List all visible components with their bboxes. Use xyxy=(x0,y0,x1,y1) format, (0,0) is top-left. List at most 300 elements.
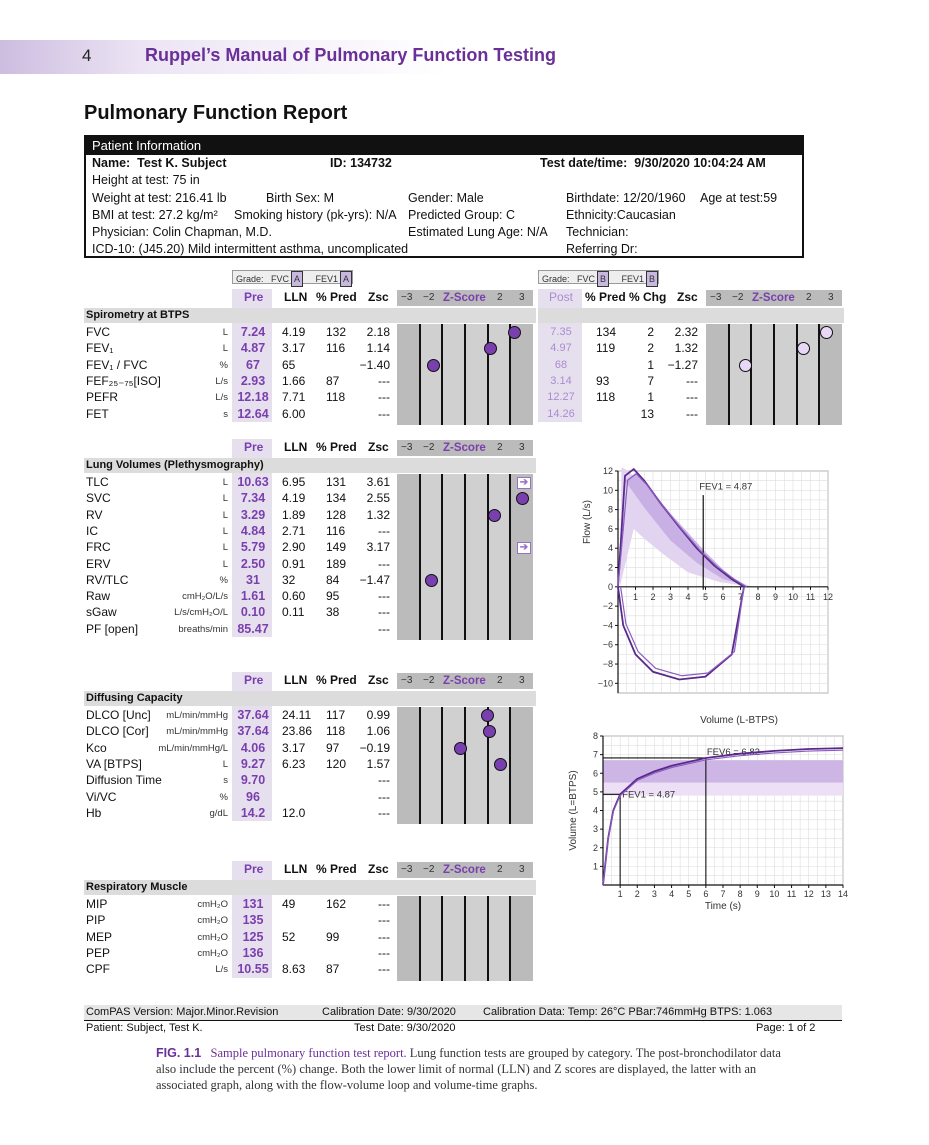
row-name: PIP xyxy=(86,913,106,928)
y-tick-label: −8 xyxy=(602,659,613,670)
row-name: CPF xyxy=(86,962,110,977)
y-tick-label: 12 xyxy=(602,466,613,476)
y-tick-label: 3 xyxy=(592,824,598,835)
zscore-header-zm2: −2 xyxy=(732,292,744,303)
row-pred: 117 xyxy=(326,708,346,722)
post-zscore-graph xyxy=(706,324,842,425)
height: Height at test: 75 in xyxy=(92,173,200,187)
row-pre-value: 125 xyxy=(242,929,264,944)
row-pre-value: 4.84 xyxy=(240,523,266,538)
volume-time-chart xyxy=(565,730,850,915)
post-z-gridline xyxy=(773,324,775,425)
row-pre-value: 12.64 xyxy=(237,406,269,421)
row-zsc: --- xyxy=(378,556,390,571)
row-lln: 3.17 xyxy=(282,740,306,755)
muscle-col-pre: Pre xyxy=(244,862,264,876)
row-post-zsc: --- xyxy=(686,373,698,388)
x-axis-label: Time (s) xyxy=(704,901,742,912)
x-tick-label: 4 xyxy=(685,591,691,602)
row-zsc: --- xyxy=(378,390,390,405)
x-tick-label: 14 xyxy=(837,889,849,899)
lung_volumes-section-title: Lung Volumes (Plethysmography) xyxy=(84,458,536,473)
zscore-header-zscore: Z-Score xyxy=(443,292,486,304)
row-name: FET xyxy=(86,406,109,421)
pre-zscore-dot xyxy=(425,574,438,587)
row-name: TLC xyxy=(86,475,109,489)
grade-fev1-value: B xyxy=(646,271,658,287)
row-zsc: --- xyxy=(378,945,390,960)
row-pre-value: 10.63 xyxy=(237,475,269,489)
row-lln: 24.11 xyxy=(282,708,312,722)
row-zsc: --- xyxy=(378,523,390,538)
row-chg: 1 xyxy=(647,390,654,405)
x-tick-label: 7 xyxy=(720,889,726,899)
pre-grade-box xyxy=(232,270,353,284)
row-zsc: 3.17 xyxy=(366,540,390,555)
row-lln: 65 xyxy=(282,357,296,372)
row-name: FVC xyxy=(86,325,110,339)
row-pre-value: 37.64 xyxy=(237,708,269,722)
x-tick-label: 6 xyxy=(720,591,726,602)
diffusing-section-title: Diffusing Capacity xyxy=(84,691,536,706)
zscore-header-z3: 3 xyxy=(828,292,834,303)
x-tick-label: 13 xyxy=(820,889,831,899)
row-zsc: --- xyxy=(378,962,390,977)
row-name: RV/TLC xyxy=(86,572,129,587)
diffusing-col-zsc: Zsc xyxy=(368,673,389,687)
row-zsc: --- xyxy=(378,406,390,421)
row-post-value: 68 xyxy=(554,358,568,371)
row-zsc: −1.47 xyxy=(359,572,390,587)
pre-zscore-dot-overflow-arrow: ➔ xyxy=(517,542,531,554)
grade-fvc-value: A xyxy=(291,271,303,287)
row-lln: 0.60 xyxy=(282,589,306,604)
row-lln: 1.66 xyxy=(282,373,306,388)
zscore-header-zm3: −3 xyxy=(710,292,722,303)
row-name: FRC xyxy=(86,540,111,555)
report-title: Pulmonary Function Report xyxy=(84,102,348,124)
row-pred: 99 xyxy=(326,929,340,944)
col-post-zsc: Zsc xyxy=(677,290,698,304)
x-axis-label: Volume (L-BTPS) xyxy=(700,715,778,725)
lung_volumes-z-gridline xyxy=(441,474,443,640)
row-name: Vi/VC xyxy=(86,789,117,804)
test-datetime: Test date/time: 9/30/2020 10:04:24 AM xyxy=(540,156,766,170)
row-unit: mL/min/mmHg/L xyxy=(158,742,228,754)
x-tick-label: 5 xyxy=(702,591,709,602)
zscore-header-z3: 3 xyxy=(519,675,525,686)
row-pre-value: 4.06 xyxy=(240,740,266,755)
zscore-header-zm3: −3 xyxy=(401,292,413,303)
row-pre-value: 37.64 xyxy=(237,724,269,739)
zscore-header-zm3: −3 xyxy=(401,442,413,453)
row-pred: 189 xyxy=(326,556,347,571)
row-lln: 4.19 xyxy=(282,491,306,506)
row-unit: mL/min/mmHg xyxy=(166,710,228,721)
row-chg: 2 xyxy=(647,325,654,339)
age: Age at test:59 xyxy=(700,191,778,205)
row-name: DLCO [Unc] xyxy=(86,708,151,722)
pre-zscore-dot xyxy=(494,758,507,771)
row-pre-value: 3.29 xyxy=(240,507,266,522)
row-unit: mL/min/mmHg xyxy=(166,726,228,738)
y-tick-label: −10 xyxy=(597,678,613,689)
muscle-col-lln: LLN xyxy=(284,862,308,876)
x-tick-label: 3 xyxy=(667,591,674,602)
row-pre-value: 12.18 xyxy=(237,390,269,405)
row-lln: 6.95 xyxy=(282,475,306,489)
fev6-annotation: FEV6 = 6.82 xyxy=(706,746,760,758)
row-unit: % xyxy=(219,359,228,371)
diffusing-col-pre: Pre xyxy=(244,673,264,687)
row-pre-value: 85.47 xyxy=(237,621,269,636)
row-zsc: --- xyxy=(378,373,390,388)
footer-test-date: Test Date: 9/30/2020 xyxy=(354,1022,456,1034)
y-tick-label: 5 xyxy=(592,786,598,797)
post-grade-box xyxy=(538,270,659,284)
x-tick-label: 8 xyxy=(755,591,761,602)
predicted-group: Predicted Group: C xyxy=(408,208,515,222)
row-unit: cmH₂O xyxy=(197,899,228,910)
x-tick-label: 8 xyxy=(737,889,743,899)
row-pred: 134 xyxy=(326,491,347,506)
diffusing-col-lln: LLN xyxy=(284,673,308,687)
grade-fev1-value: A xyxy=(340,271,352,287)
row-pred: 120 xyxy=(326,756,347,771)
row-post-pred: 118 xyxy=(596,390,616,405)
row-pre-value: 2.50 xyxy=(240,556,266,571)
row-pred: 118 xyxy=(326,724,346,739)
row-pred: 84 xyxy=(326,572,340,587)
zscore-header-z2: 2 xyxy=(497,864,503,875)
y-tick-label: −2 xyxy=(602,601,613,612)
fev1-annotation: FEV1 = 4.87 xyxy=(699,481,753,493)
row-pre-value: 96 xyxy=(246,789,260,804)
lung_volumes-z-gridline xyxy=(419,474,421,640)
post-z-gridline xyxy=(750,324,752,425)
row-zsc: 1.57 xyxy=(366,756,390,771)
row-zsc: 1.32 xyxy=(366,507,390,522)
row-name: MIP xyxy=(86,897,108,911)
compas-version: ComPAS Version: Major.Minor.Revision xyxy=(86,1006,279,1018)
post-zscore-header xyxy=(706,290,842,306)
row-zsc: −0.19 xyxy=(359,740,390,755)
spirometry-z-gridline xyxy=(464,324,466,425)
lung_volumes-col-pred: % Pred xyxy=(316,440,357,454)
grade-fev1-label: FEV1 xyxy=(315,274,339,284)
x-tick-label: 1 xyxy=(632,591,639,602)
row-pre-value: 2.93 xyxy=(240,373,266,388)
row-pre-value: 14.2 xyxy=(240,805,266,820)
ethnicity: Ethnicity:Caucasian xyxy=(566,208,676,222)
row-unit: L xyxy=(222,343,228,355)
zscore-header-zm2: −2 xyxy=(423,675,435,686)
zscore-header-zm2: −2 xyxy=(423,292,435,303)
post-z-gridline xyxy=(818,324,820,425)
row-lln: 4.19 xyxy=(282,325,306,339)
col-post: Post xyxy=(549,290,574,304)
y-tick-label: −4 xyxy=(602,620,613,631)
row-pred: 116 xyxy=(326,341,346,356)
grade-fvc-label: FVC xyxy=(577,274,596,284)
lung_volumes-col-lln: LLN xyxy=(284,440,308,454)
row-name: IC xyxy=(86,523,98,538)
row-pre-value: 7.24 xyxy=(240,325,266,339)
row-zsc: --- xyxy=(378,805,390,820)
row-post-pred: 93 xyxy=(596,373,610,388)
technician: Technician: xyxy=(566,225,629,239)
lung_volumes-z-gridline xyxy=(509,474,511,640)
y-tick-label: 6 xyxy=(592,768,598,779)
row-name: FEV₁ / FVC xyxy=(86,357,148,372)
row-post-zsc: −1.27 xyxy=(667,357,698,372)
y-tick-label: 1 xyxy=(592,861,598,872)
post-section-bar xyxy=(538,308,844,323)
row-pre-value: 136 xyxy=(242,945,264,960)
page-number: 4 xyxy=(82,46,92,65)
x-tick-label: 2 xyxy=(634,889,640,899)
row-name: DLCO [Cor] xyxy=(86,724,149,739)
row-name: FEF₂₅₋₇₅[ISO] xyxy=(86,373,161,388)
zscore-header-z3: 3 xyxy=(519,292,525,303)
spirometry-z-gridline xyxy=(441,324,443,425)
row-pred: 97 xyxy=(326,740,340,755)
post-zscore-dot xyxy=(820,326,833,339)
zscore-header-zscore: Z-Score xyxy=(443,442,486,454)
row-zsc: --- xyxy=(378,773,390,788)
row-lln: 12.0 xyxy=(282,805,306,820)
grade-label: Grade: xyxy=(236,274,264,284)
lung_volumes-col-pre: Pre xyxy=(244,440,264,454)
row-pre-value: 4.87 xyxy=(240,341,266,356)
diffusing-zscore-graph xyxy=(397,707,533,824)
row-lln: 7.71 xyxy=(282,390,306,405)
diffusing-z-gridline xyxy=(419,707,421,824)
grade-fvc-value: B xyxy=(597,271,609,287)
gender: Gender: Male xyxy=(408,191,484,205)
row-zsc: 0.99 xyxy=(366,708,390,722)
zscore-header-z3: 3 xyxy=(519,442,525,453)
lung_volumes-zscore-graph xyxy=(397,474,533,640)
x-tick-label: 12 xyxy=(822,591,834,602)
row-pred: 118 xyxy=(326,390,346,405)
referring: Referring Dr: xyxy=(566,242,638,256)
x-tick-label: 10 xyxy=(787,591,799,602)
row-unit: cmH₂O xyxy=(197,947,228,959)
y-tick-label: −6 xyxy=(602,639,613,650)
x-tick-label: 10 xyxy=(769,889,780,899)
row-pre-value: 10.55 xyxy=(237,962,269,977)
row-lln: 6.00 xyxy=(282,406,306,421)
row-unit: L/s/cmH₂O/L xyxy=(174,607,228,619)
row-unit: cmH₂O xyxy=(197,931,228,943)
lung_volumes-z-gridline xyxy=(487,474,489,640)
muscle-col-zsc: Zsc xyxy=(368,862,389,876)
lung-age: Estimated Lung Age: N/A xyxy=(408,225,548,239)
zscore-header-z2: 2 xyxy=(806,292,812,303)
row-name: PF [open] xyxy=(86,621,139,636)
row-unit: L/s xyxy=(215,392,228,404)
row-unit: s xyxy=(223,775,228,787)
zscore-header-zm2: −2 xyxy=(423,442,435,453)
zscore-header-zscore: Z-Score xyxy=(443,675,486,687)
x-tick-label: 7 xyxy=(737,591,744,602)
grade-fvc-label: FVC xyxy=(271,274,290,284)
row-unit: breaths/min xyxy=(178,623,228,635)
y-tick-label: 2 xyxy=(607,562,613,573)
grade-label: Grade: xyxy=(542,274,570,284)
row-post-pred: 119 xyxy=(596,341,616,356)
smoking: Smoking history (pk-yrs): N/A xyxy=(234,208,397,222)
diffusing-z-gridline xyxy=(464,707,466,824)
y-tick-label: 10 xyxy=(602,485,613,496)
book-title: Ruppel’s Manual of Pulmonary Function Testing xyxy=(145,45,557,65)
row-post-zsc: --- xyxy=(686,390,698,405)
y-tick-label: 8 xyxy=(592,731,598,741)
row-post-pred: 134 xyxy=(596,325,617,339)
post-zscore-dot xyxy=(739,359,752,372)
row-name: VA [BTPS] xyxy=(86,756,142,771)
row-name: PEP xyxy=(86,945,111,960)
patient-info-header: Patient Information xyxy=(86,137,802,155)
birth-sex: Birth Sex: M xyxy=(266,191,335,205)
footer-patient: Patient: Subject, Test K. xyxy=(86,1022,203,1034)
x-tick-label: 1 xyxy=(617,889,623,899)
row-post-value: 12.27 xyxy=(547,391,575,404)
row-unit: s xyxy=(223,408,228,420)
row-unit: % xyxy=(219,791,228,803)
pre-zscore-dot xyxy=(454,742,467,755)
zscore-header-zscore: Z-Score xyxy=(752,292,795,304)
row-name: FEV₁ xyxy=(86,341,114,356)
row-pred: 95 xyxy=(326,589,340,604)
y-tick-label: 2 xyxy=(592,842,598,853)
row-pre-value: 9.70 xyxy=(240,773,266,788)
y-tick-label: 0 xyxy=(607,581,613,592)
diffusing-col-pred: % Pred xyxy=(316,673,357,687)
row-lln: 3.17 xyxy=(282,341,306,356)
row-pre-value: 31 xyxy=(246,572,260,587)
zscore-header-zscore: Z-Score xyxy=(443,864,486,876)
row-post-value: 4.97 xyxy=(550,342,572,355)
row-pred: 116 xyxy=(326,523,346,538)
spirometry-col-zsc: Zsc xyxy=(368,290,389,304)
row-lln: 8.63 xyxy=(282,962,306,977)
y-axis-label: Volume (L=BTPS) xyxy=(568,770,579,851)
y-tick-label: 7 xyxy=(592,749,598,760)
row-pre-value: 131 xyxy=(242,897,264,911)
weight: Weight at test: 216.41 lb xyxy=(92,191,227,205)
patient-name: Name: Test K. Subject xyxy=(92,156,227,170)
row-unit: L xyxy=(222,542,228,554)
row-pred: 131 xyxy=(326,475,347,489)
row-post-zsc: --- xyxy=(686,406,698,421)
row-chg: 1 xyxy=(647,357,654,372)
physician: Physician: Colin Chapman, M.D. xyxy=(92,225,272,239)
row-pred: 87 xyxy=(326,373,340,388)
spirometry-z-gridline xyxy=(509,324,511,425)
y-tick-label: 8 xyxy=(607,504,613,515)
row-pred: 162 xyxy=(326,897,347,911)
row-pred: 149 xyxy=(326,540,347,555)
spirometry-col-pred: % Pred xyxy=(316,290,357,304)
col-post-pred: % Pred xyxy=(585,290,626,304)
row-pre-value: 5.79 xyxy=(240,540,266,555)
row-name: Hb xyxy=(86,805,102,820)
row-name: Diffusion Time xyxy=(86,773,162,788)
muscle-zscore-header xyxy=(397,862,533,878)
row-unit: L/s xyxy=(215,964,228,976)
post-z-gridline xyxy=(796,324,798,425)
calibration-data: Calibration Data: Temp: 26°C PBar:746mmHg BTPS: 1.063 xyxy=(483,1006,773,1018)
x-tick-label: 4 xyxy=(669,889,675,899)
x-tick-label: 11 xyxy=(805,591,816,602)
x-tick-label: 6 xyxy=(703,889,709,899)
fev1-annotation: FEV1 = 4.87 xyxy=(622,789,676,801)
row-lln: 2.90 xyxy=(282,540,306,555)
row-post-zsc: 2.32 xyxy=(674,325,698,339)
row-chg: 13 xyxy=(640,406,654,421)
row-post-zsc: 1.32 xyxy=(674,341,698,356)
row-unit: L xyxy=(222,477,228,488)
row-name: RV xyxy=(86,507,103,522)
row-zsc: --- xyxy=(378,913,390,928)
row-pre-value: 7.34 xyxy=(240,491,266,506)
row-unit: % xyxy=(219,574,228,586)
col-chg: % Chg xyxy=(629,290,667,304)
row-chg: 7 xyxy=(647,373,654,388)
row-lln: 32 xyxy=(282,572,296,587)
row-unit: cmH₂O/L/s xyxy=(182,591,228,603)
zscore-header-z2: 2 xyxy=(497,292,503,303)
zscore-header-zm3: −3 xyxy=(401,864,413,875)
x-tick-label: 5 xyxy=(686,889,692,899)
row-lln: 0.11 xyxy=(282,605,305,620)
row-lln: 23.86 xyxy=(282,724,313,739)
x-tick-label: 11 xyxy=(786,889,797,899)
row-name: SVC xyxy=(86,491,111,506)
diffusing-zscore-header xyxy=(397,673,533,689)
x-tick-label: 9 xyxy=(772,591,779,602)
zscore-header-z3: 3 xyxy=(519,864,525,875)
lung_volumes-col-zsc: Zsc xyxy=(368,440,389,454)
footer-page: Page: 1 of 2 xyxy=(756,1022,816,1034)
row-zsc: 2.18 xyxy=(366,325,390,339)
caption-label: FIG. 1.1 xyxy=(156,1046,202,1060)
x-tick-label: 9 xyxy=(754,889,760,899)
row-name: PEFR xyxy=(86,390,119,405)
row-unit: L xyxy=(222,525,228,537)
row-pred: 38 xyxy=(326,605,340,620)
row-name: sGaw xyxy=(86,605,117,620)
spirometry-z-gridline xyxy=(419,324,421,425)
row-name: Kco xyxy=(86,740,107,755)
row-lln: 2.71 xyxy=(282,523,306,538)
row-post-value: 14.26 xyxy=(547,407,575,420)
row-zsc: --- xyxy=(378,589,390,604)
diffusing-z-gridline xyxy=(441,707,443,824)
x-tick-label: 2 xyxy=(650,591,656,602)
spirometry-z-gridline xyxy=(487,324,489,425)
row-post-value: 3.14 xyxy=(550,374,572,387)
row-pred: 87 xyxy=(326,962,340,977)
post-z-gridline xyxy=(728,324,730,425)
row-name: ERV xyxy=(86,556,111,571)
pre-zscore-dot xyxy=(481,709,494,722)
row-pre-value: 67 xyxy=(246,357,260,372)
y-tick-label: 4 xyxy=(592,805,598,816)
row-lln: 1.89 xyxy=(282,507,306,522)
